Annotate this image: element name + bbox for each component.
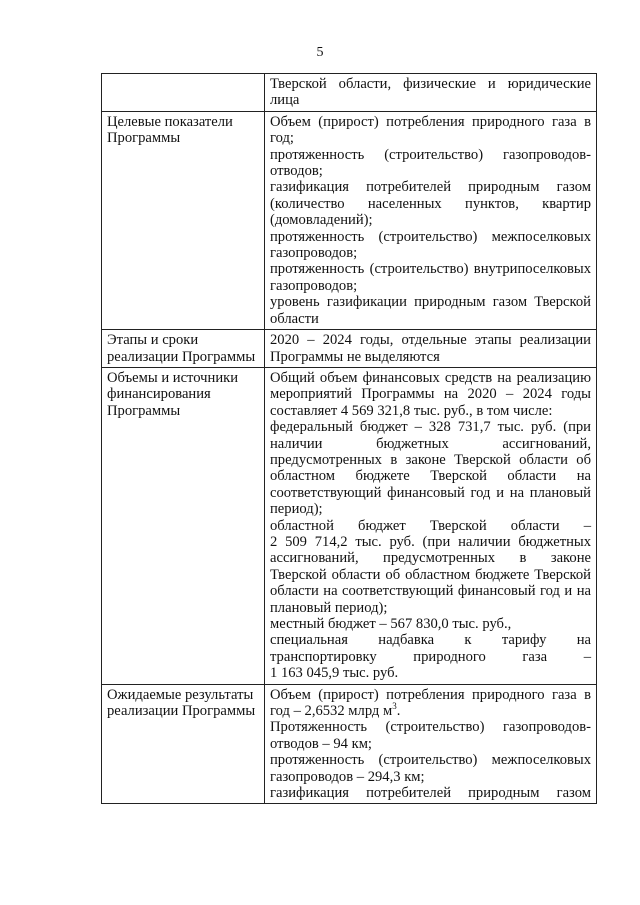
text-line-content: Общий объем финансовых средств на реализацию bbox=[270, 369, 591, 386]
text-line-content: 1 163 045,9 тыс. руб. bbox=[270, 665, 399, 682]
row-label: Ожидаемые результаты реализации Программы bbox=[102, 684, 265, 804]
text-line bbox=[270, 419, 591, 435]
row-value bbox=[265, 111, 597, 329]
text-line-content: год; bbox=[270, 130, 294, 147]
row-label bbox=[102, 74, 265, 112]
text-line-content: (домовладений); bbox=[270, 212, 373, 229]
text-line-content: протяженность (строительство) внутрипоселковых bbox=[270, 261, 591, 278]
row-label: Объемы и источники финансирования Программы bbox=[102, 367, 265, 684]
text-line bbox=[270, 370, 591, 386]
text-line-content: год – 2,6532 млрд м bbox=[270, 703, 393, 720]
table-body bbox=[102, 74, 597, 804]
text-line bbox=[270, 468, 591, 484]
text-line-content: отводов – 94 км; bbox=[270, 735, 372, 752]
text-line-content: Объем (прирост) потребления природного газа в bbox=[270, 113, 591, 130]
table-row bbox=[102, 684, 597, 804]
text-line-content: уровень газификации природным газом Тверской bbox=[270, 294, 591, 311]
text-line bbox=[270, 163, 591, 179]
text-line-content: лица bbox=[270, 92, 300, 109]
text-line bbox=[270, 632, 591, 648]
text-line-content: 2 509 714,2 тыс. руб. (при наличии бюджетных bbox=[270, 533, 591, 550]
punctuation: . bbox=[396, 703, 401, 720]
text-line-content: газопроводов; bbox=[270, 277, 358, 294]
table-row bbox=[102, 74, 597, 112]
text-line-content: области bbox=[270, 310, 319, 327]
text-line bbox=[270, 311, 591, 327]
text-line bbox=[270, 349, 591, 365]
text-line-content: отводов; bbox=[270, 163, 323, 180]
text-line bbox=[270, 179, 591, 195]
text-line-content: период); bbox=[270, 501, 323, 518]
text-line bbox=[270, 436, 591, 452]
text-line bbox=[270, 294, 591, 310]
text-line-content: протяженность (строительство) межпоселковых bbox=[270, 752, 591, 769]
row-label: Целевые показатели Программы bbox=[102, 111, 265, 329]
text-line bbox=[270, 785, 591, 801]
text-line-content: Объем (прирост) потребления природного газа в bbox=[270, 686, 591, 703]
row-label: Этапы и сроки реализации Программы bbox=[102, 330, 265, 368]
text-line bbox=[270, 452, 591, 468]
text-line bbox=[270, 485, 591, 501]
table-row bbox=[102, 367, 597, 684]
text-line bbox=[270, 600, 591, 616]
text-line-content: Тверской области об областном бюджете Тверской bbox=[270, 566, 591, 583]
text-line-content: газопроводов – 294,3 км; bbox=[270, 768, 425, 785]
text-line bbox=[270, 386, 591, 402]
text-line bbox=[270, 769, 591, 785]
row-value bbox=[265, 684, 597, 804]
row-value bbox=[265, 330, 597, 368]
text-line bbox=[270, 567, 591, 583]
text-line-content: Программы не выделяются bbox=[270, 348, 440, 365]
text-line-content: протяженность (строительство) газопроводов- bbox=[270, 146, 591, 163]
text-line-content: федеральный бюджет – 328 731,7 тыс. руб. (при bbox=[270, 419, 591, 436]
row-value bbox=[265, 74, 597, 112]
text-line-content: 2020 – 2024 годы, отдельные этапы реализации bbox=[270, 332, 591, 349]
text-line bbox=[270, 92, 591, 108]
text-line-content: протяженность (строительство) межпоселковых bbox=[270, 228, 591, 245]
table-row bbox=[102, 330, 597, 368]
text-line bbox=[270, 616, 591, 632]
text-line-content: Протяженность (строительство) газопроводов- bbox=[270, 719, 591, 736]
text-line bbox=[270, 130, 591, 146]
text-line-content: транспортировку природного газа – bbox=[270, 648, 591, 665]
text-line bbox=[270, 736, 591, 752]
text-line bbox=[270, 261, 591, 277]
text-line-content: составляет 4 569 321,8 тыс. руб., в том числе: bbox=[270, 402, 553, 419]
text-line bbox=[270, 403, 591, 419]
text-line bbox=[270, 147, 591, 163]
text-line bbox=[270, 583, 591, 599]
text-line-content: местный бюджет – 567 830,0 тыс. руб., bbox=[270, 616, 512, 632]
text-line bbox=[270, 76, 591, 92]
text-line-content: соответствующий финансовый год и на плановый bbox=[270, 484, 591, 501]
text-line bbox=[270, 212, 591, 228]
text-line bbox=[270, 229, 591, 245]
text-line bbox=[270, 196, 591, 212]
text-line-content: области на соответствующий финансовый год и на bbox=[270, 583, 591, 600]
text-line bbox=[270, 501, 591, 517]
text-line-content: областной бюджет Тверской области – bbox=[270, 517, 591, 534]
text-line bbox=[270, 518, 591, 534]
text-line-content: ассигнований, предусмотренных в законе bbox=[270, 550, 591, 567]
text-line-content: наличии бюджетных ассигнований, bbox=[270, 435, 591, 452]
text-line-content: мероприятий Программы на 2020 – 2024 годы bbox=[270, 386, 591, 403]
row-value bbox=[265, 367, 597, 684]
text-line-content: областном бюджете Тверской области на bbox=[270, 468, 591, 485]
text-line bbox=[270, 550, 591, 566]
text-line-content: газопроводов; bbox=[270, 245, 358, 262]
text-line-content: специальная надбавка к тарифу на bbox=[270, 632, 591, 649]
superscript: 3 bbox=[392, 701, 397, 712]
program-passport-table bbox=[101, 73, 597, 804]
text-line bbox=[270, 332, 591, 348]
text-line bbox=[270, 245, 591, 261]
text-line bbox=[270, 534, 591, 550]
text-line-content: (количество населенных пунктов, квартир bbox=[270, 195, 591, 212]
text-line bbox=[270, 114, 591, 130]
text-line-content: газификация потребителей природным газом bbox=[270, 785, 591, 802]
text-line-content: газификация потребителей природным газом bbox=[270, 179, 591, 196]
text-line bbox=[270, 752, 591, 768]
text-line bbox=[270, 687, 591, 703]
text-line-content: Тверской области, физические и юридические bbox=[270, 76, 591, 92]
text-line-content: предусмотренных в законе Тверской области об bbox=[270, 451, 591, 468]
text-line bbox=[270, 703, 591, 719]
table-row bbox=[102, 111, 597, 329]
page-number: 5 bbox=[316, 45, 324, 60]
text-line-content: плановый период); bbox=[270, 599, 388, 616]
text-line bbox=[270, 665, 591, 681]
text-line bbox=[270, 719, 591, 735]
text-line bbox=[270, 278, 591, 294]
text-line bbox=[270, 649, 591, 665]
